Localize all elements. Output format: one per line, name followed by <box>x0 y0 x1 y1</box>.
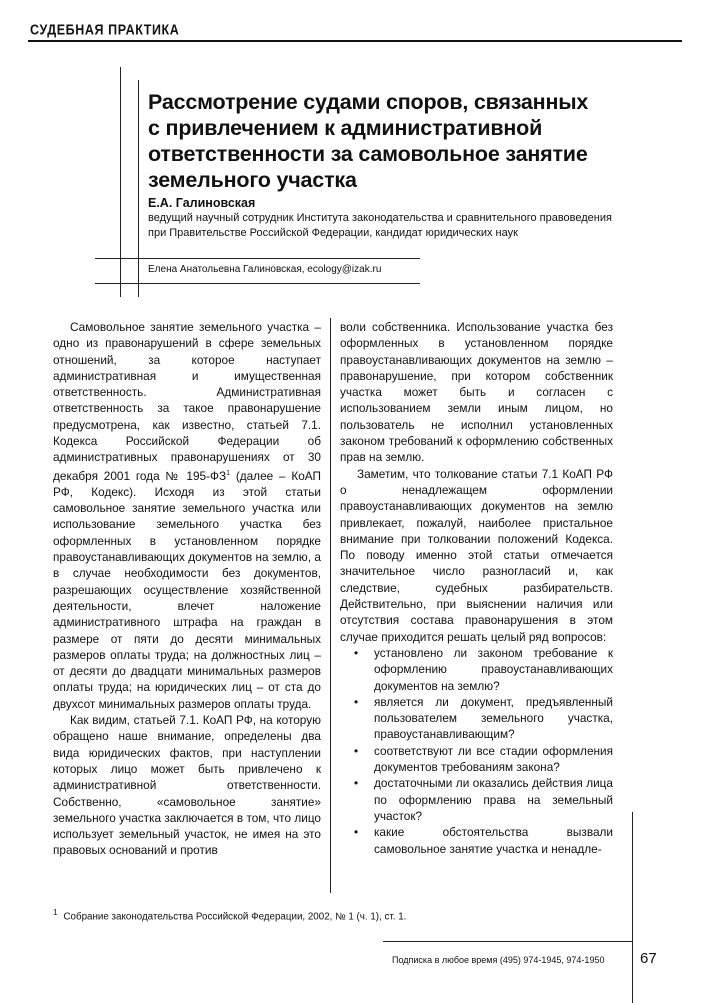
body-column-left <box>53 319 321 859</box>
paragraph-text: Самовольное занятие земельного участка – одно из правонарушений в сфере земельных отношений, за которое наступает административная и имущественная ответственность. Административная ответственность за такое правонарушение предусмотрена, как известно, статьей 7.1. Кодекса Российской Федерации об административных правонарушениях от 30 декабря 2001 года № 195-ФЗ <box>53 320 321 483</box>
question-list <box>340 645 613 857</box>
paragraph: Как видим, статьей 7.1. КоАП РФ, на которую обращено наше внимание, определены два вида юридических фактов, при наступлении которых лицо может быть привлечено к административной ответственности. Собственно, «самовольное занятие» земельного участка заключается в том, что лицо использует земельный участок, не имея на это правовых оснований и против <box>53 713 321 858</box>
frame-rule-bottom <box>95 283 420 284</box>
paragraph-text: (далее – КоАП РФ, Кодекс). Исходя из этой статьи самовольное занятие земельного участка или использование земельного участка без оформленных в установленном порядке правоустанавливающих документов на землю, а в случае необходимости без документов, разрешающих осуществление хозяйственной деятельности, влечет наложение административного штрафа на граждан в размере от пяти до десяти минимальных размеров оплаты труда; на должностных лиц – от десяти до двадцати минимальных размеров оплаты труда; на юридических лиц – от ста до двухсот минимальных размеров оплаты труда. <box>53 468 321 711</box>
subscription-note: Подписка в любое время (495) 974-1945, 974-1950 <box>392 955 605 965</box>
paragraph: Заметим, что толкование статьи 7.1 КоАП РФ о ненадлежащем оформлении правоустанавливающих документов на землю привлекает, пожалуй, наиболее пристальное внимание при толковании положений Кодекса. По поводу именно этой статьи отмечается значительное число разногласий и, как следствие, судебных разбирательств. Действительно, при выяснении наличия или отсутствия состава правонарушения в этом случае приходится решать целый ряд вопросов: <box>340 466 613 644</box>
bullet-icon: • <box>354 825 359 840</box>
header-rule <box>28 40 682 42</box>
bullet-icon: • <box>354 776 359 791</box>
list-item-text: соответствуют ли все стадии оформления документов требованиям закона? <box>374 743 613 775</box>
author-contact: Елена Анатольевна Галиновская, ecology@izak.ru <box>148 264 382 275</box>
list-item-text: установлено ли законом требование к оформлению правоустанавливающих документов на землю? <box>374 645 613 693</box>
list-item-text: какие обстоятельства вызвали самовольное занятие участка и ненадле- <box>374 825 613 856</box>
footnote-text: Собрание законодательства Российской Федерации, 2002, № 1 (ч. 1), ст. 1. <box>63 911 407 923</box>
paragraph <box>53 319 321 712</box>
author-name: Е.А. Галиновская <box>148 196 256 210</box>
list-item <box>340 824 613 857</box>
bullet-icon: • <box>354 743 359 758</box>
bullet-icon: • <box>354 645 359 660</box>
frame-line-left <box>120 67 121 297</box>
list-item-text: является ли документ, предъявленный пользователем земельного участка, правоустанавливающим? <box>374 694 613 742</box>
list-item <box>340 645 613 694</box>
bullet-icon: • <box>354 694 359 709</box>
title-line: ответственности за самовольное занятие <box>148 142 588 166</box>
list-item <box>340 775 613 824</box>
list-item <box>340 743 613 776</box>
margin-line-right <box>632 812 633 1003</box>
frame-line-inner <box>138 80 139 297</box>
list-item-text: достаточными ли оказались действия лица по оформлению права на земельный участок? <box>374 776 613 823</box>
title-line: Рассмотрение судами споров, связанных <box>148 90 589 114</box>
frame-rule-middle <box>95 258 420 259</box>
body-column-right <box>340 319 613 857</box>
article-title <box>148 89 618 193</box>
author-affiliation: ведущий научный сотрудник Института законодательства и сравнительного правоведения при Правительстве Российской Федерации, кандидат юридических наук <box>148 212 612 239</box>
title-line: с привлечением к административной <box>148 116 543 140</box>
section-label: СУДЕБНАЯ ПРАКТИКА <box>30 22 180 39</box>
footnote-marker: 1 <box>53 908 58 917</box>
footnote-ref: 1 <box>226 469 231 477</box>
page-number: 67 <box>640 950 657 967</box>
column-divider <box>330 318 331 893</box>
footer-rule <box>383 941 633 942</box>
paragraph: воли собственника. Использование участка без оформленных в установленном порядке правоустанавливающих документов на землю – правонарушение, при котором собственник участка может быть и согласен с использованием земли иным лицом, но пользователь не исполнил установленных законом требований к оформлению собственных прав на землю. <box>340 320 613 465</box>
title-line: земельного участка <box>148 168 357 192</box>
list-item <box>340 694 613 743</box>
footnote <box>53 908 406 922</box>
